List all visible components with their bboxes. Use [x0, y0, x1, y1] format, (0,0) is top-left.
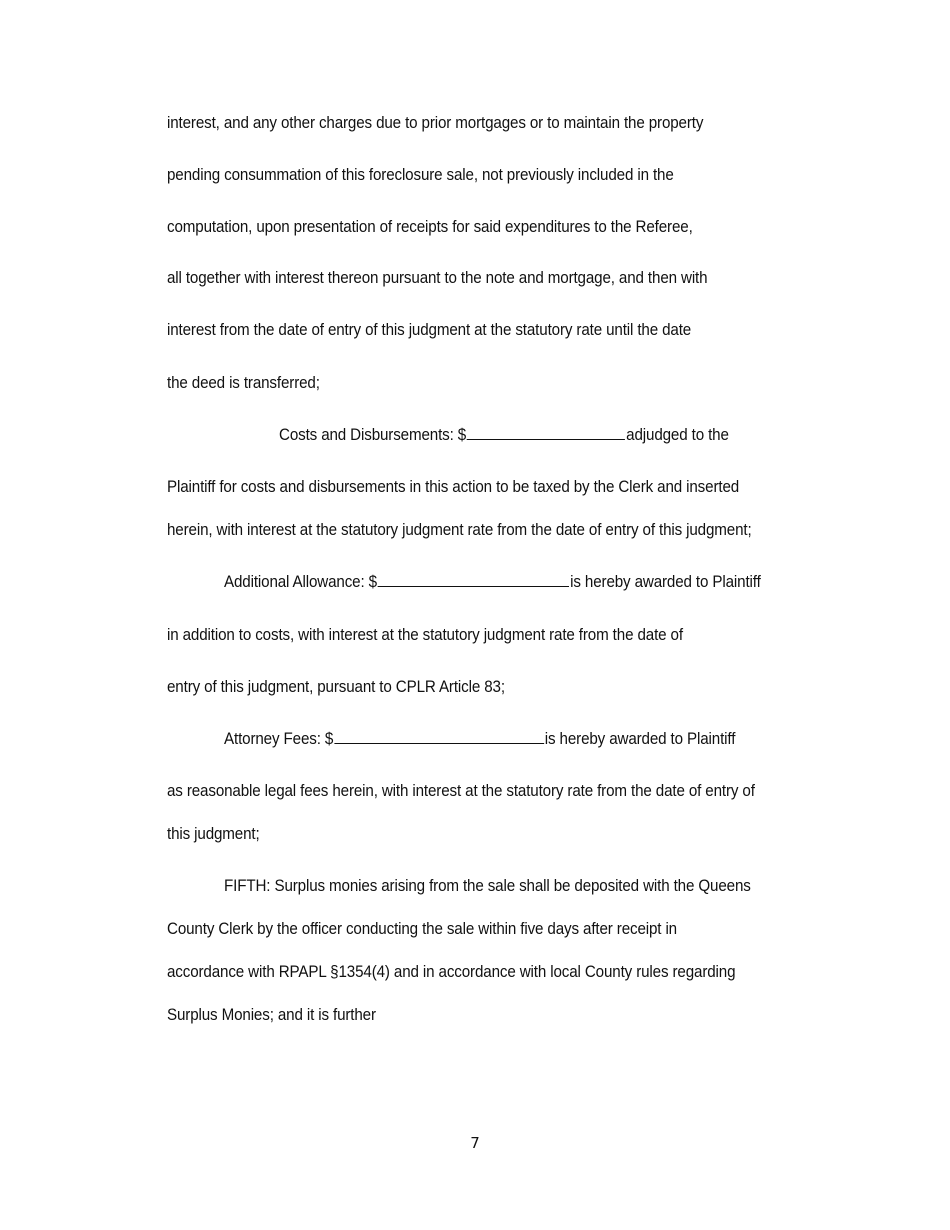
fifth-line-1: FIFTH: Surplus monies arising from the sale shall be deposited with the Queens: [224, 877, 751, 895]
costs-amount-blank: [467, 425, 625, 440]
costs-line: [279, 425, 729, 445]
attorney-after: is hereby awarded to Plaintiff: [544, 730, 736, 748]
allowance-line: [224, 572, 761, 592]
fifth-line-3: accordance with RPAPL §1354(4) and in accordance with local County rules regarding: [167, 963, 736, 981]
body-line-4: all together with interest thereon pursuant to the note and mortgage, and then with: [167, 269, 708, 287]
costs-after: adjudged to the: [626, 426, 729, 444]
page-number: 7: [470, 1134, 480, 1152]
attorney-label: Attorney Fees: $: [224, 730, 334, 748]
body-line-3: computation, upon presentation of receipts for said expenditures to the Referee,: [167, 218, 693, 236]
fifth-line-2: County Clerk by the officer conducting the sale within five days after receipt in: [167, 920, 677, 938]
allowance-line-2: in addition to costs, with interest at the statutory judgment rate from the date of: [167, 626, 683, 644]
body-line-6: the deed is transferred;: [167, 374, 320, 392]
attorney-line-3: this judgment;: [167, 825, 260, 843]
body-line-5: interest from the date of entry of this judgment at the statutory rate until the date: [167, 321, 692, 339]
body-line-2: pending consummation of this foreclosure sale, not previously included in the: [167, 166, 674, 184]
allowance-line-3: entry of this judgment, pursuant to CPLR Article 83;: [167, 678, 505, 696]
costs-label: Costs and Disbursements: $: [279, 426, 467, 444]
attorney-amount-blank: [334, 729, 544, 744]
fifth-line-4: Surplus Monies; and it is further: [167, 1006, 376, 1024]
allowance-after: is hereby awarded to Plaintiff: [570, 573, 761, 591]
allowance-amount-blank: [378, 572, 569, 587]
costs-line-2: Plaintiff for costs and disbursements in this action to be taxed by the Clerk and inserted: [167, 478, 740, 496]
costs-line-3: herein, with interest at the statutory judgment rate from the date of entry of this judgment;: [167, 521, 752, 539]
body-line-1: interest, and any other charges due to prior mortgages or to maintain the property: [167, 114, 704, 132]
allowance-label: Additional Allowance: $: [224, 573, 377, 591]
attorney-line-2: as reasonable legal fees herein, with interest at the statutory rate from the date of entry of: [167, 782, 755, 800]
attorney-line: [224, 729, 735, 749]
